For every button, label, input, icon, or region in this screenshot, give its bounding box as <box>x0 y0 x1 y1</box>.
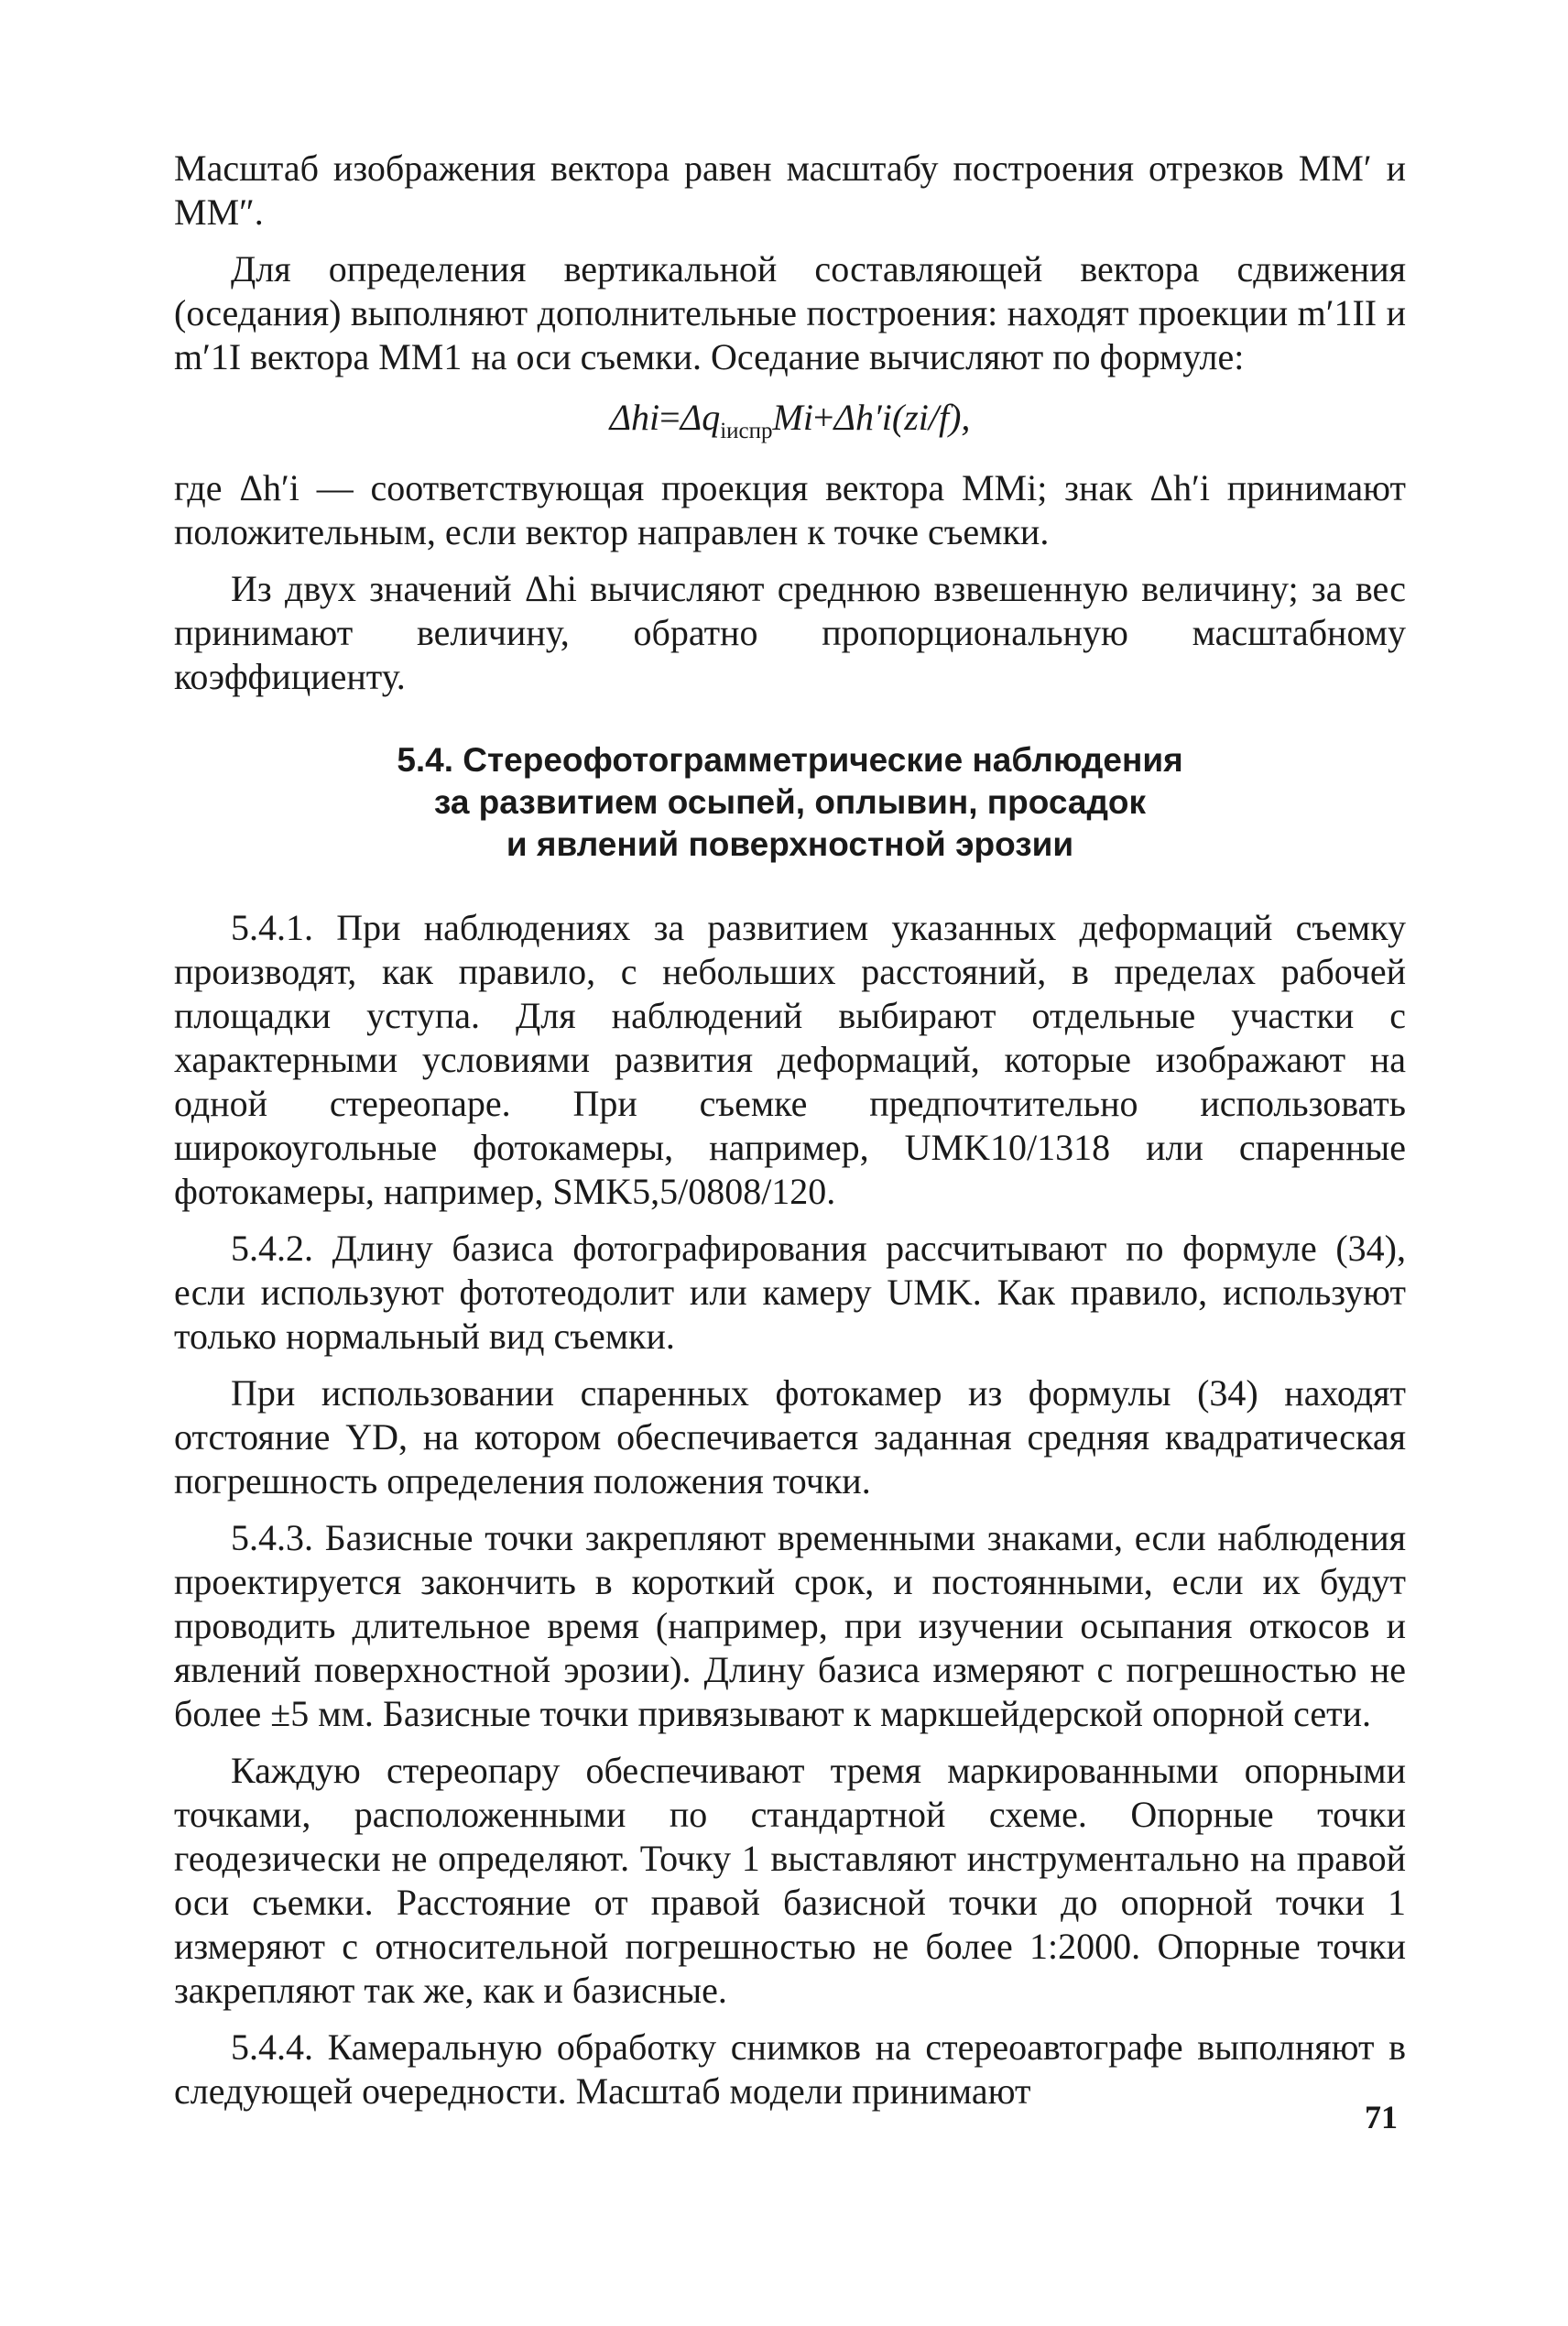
paragraph: где Δh′i — соответствующая проекция вектора MMi; знак Δh′i принимают положительным, если вектор направлен к точке съемки. <box>174 467 1406 552</box>
formula-eq: = <box>659 397 681 438</box>
paragraph: Для определения вертикальной составляющей вектора сдвижения (оседания) выполняют дополнительные построения: находят проекции m′1II и m′1I вектора MM1 на оси съемки. Оседание вычисляют по формуле: <box>174 248 1406 377</box>
page-content <box>174 147 1406 2113</box>
formula-term1-factor: Mi <box>772 397 813 438</box>
paragraph: 5.4.1. При наблюдениях за развитием указанных деформаций съемку производят, как правило, с небольших расстояний, в пределах рабочей площадки уступа. Для наблюдений выбирают отдельные участки с характерными условиями развития деформаций, которые изображают на одной стереопаре. При съемке предпочтительно использовать широкоугольные фотокамеры, например, UMK10/1318 или спаренные фотокамеры, например, SMK5,5/0808/120. <box>174 907 1406 1212</box>
paragraph: Масштаб изображения вектора равен масштабу построения отрезков MM′ и MM″. <box>174 147 1406 233</box>
paragraph: 5.4.3. Базисные точки закрепляют временными знаками, если наблюдения проектируется закончить в короткий срок, и постоянными, если их будут проводить длительное время (например, при изучении осыпания откосов и явлений поверхностной эрозии). Длину базиса измеряют с погрешностью не более ±5 мм. Базисные точки привязывают к маркшейдерской опорной сети. <box>174 1517 1406 1734</box>
formula-term1-subscript: iиспр <box>720 419 773 443</box>
formula-lhs: Δhi <box>609 397 660 438</box>
formula-term1: Δq <box>680 397 721 438</box>
page-number: 71 <box>1365 2099 1398 2135</box>
section-heading-line: и явлений поверхностной эрозии <box>506 825 1074 863</box>
paragraph: 5.4.2. Длину базиса фотографирования рассчитывают по формуле (34), если используют фототеодолит или камеру UMK. Как правило, используют только нормальный вид съемки. <box>174 1228 1406 1357</box>
formula-term2: Δh′i(zi/f), <box>833 397 971 438</box>
paragraph: При использовании спаренных фотокамер из формулы (34) находят отстояние YD, на котором обеспечивается заданная средняя квадратическая погрешность определения положения точки. <box>174 1372 1406 1502</box>
section-heading-line: за развитием осыпей, оплывин, просадок <box>433 783 1147 821</box>
paragraph: 5.4.4. Камеральную обработку снимков на стереоавтографе выполняют в следующей очередности. Масштаб модели принимают <box>174 2026 1406 2112</box>
paragraph: Из двух значений Δhi вычисляют среднюю взвешенную величину; за вес принимают величину, обратно пропорциональную масштабному коэффициенту. <box>174 568 1406 697</box>
formula <box>174 396 1406 453</box>
formula-plus: + <box>812 397 834 438</box>
section-heading-line: 5.4. Стереофотограмметрические наблюдения <box>397 741 1183 779</box>
paragraph: Каждую стереопару обеспечивают тремя маркированными опорными точками, расположенными по стандартной схеме. Опорные точки геодезически не определяют. Точку 1 выставляют инструментально на правой оси съемки. Расстояние от правой базисной точки до опорной точки 1 измеряют с относительной погрешностью не более 1:2000. Опорные точки закрепляют так же, как и базисные. <box>174 1750 1406 2011</box>
section-heading <box>174 739 1406 866</box>
